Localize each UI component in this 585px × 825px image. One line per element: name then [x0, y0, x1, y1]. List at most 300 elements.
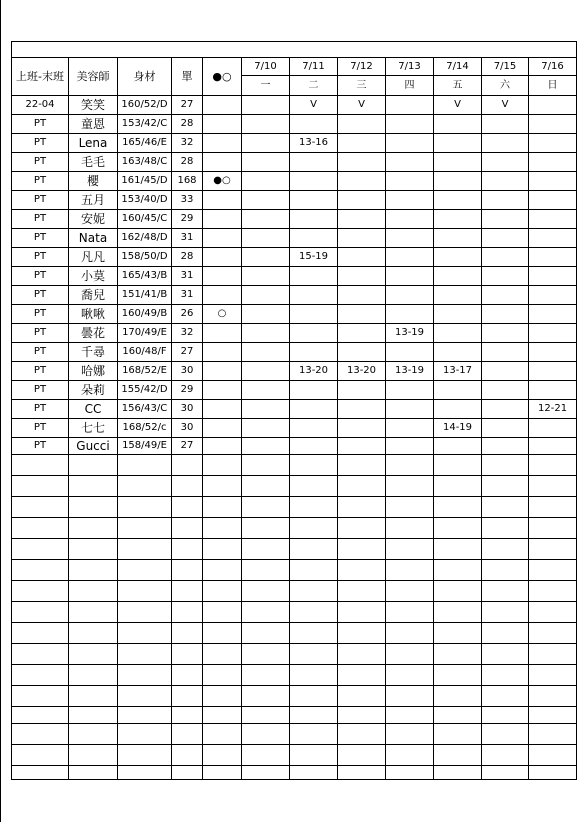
date-cell: 7/11: [290, 58, 338, 76]
header-marks: ●○: [203, 58, 242, 96]
orders-cell: 30: [172, 419, 203, 438]
size-cell: 168/52/E: [118, 362, 172, 381]
empty-row: [12, 665, 577, 686]
shift-cell: PT: [12, 286, 69, 305]
empty-cell: [203, 686, 242, 707]
empty-cell: [12, 497, 69, 518]
schedule-cell: [529, 172, 577, 191]
size-cell: 151/41/B: [118, 286, 172, 305]
schedule-cell: [338, 191, 386, 210]
schedule-cell: [338, 286, 386, 305]
header-size: 身材: [118, 58, 172, 96]
empty-cell: [69, 518, 118, 539]
empty-cell: [242, 560, 290, 581]
schedule-cell: [338, 229, 386, 248]
schedule-cell: [290, 305, 338, 324]
mark-cell: ○: [203, 305, 242, 324]
empty-cell: [434, 518, 482, 539]
empty-row: [12, 686, 577, 707]
empty-cell: [12, 766, 69, 780]
empty-cell: [118, 623, 172, 644]
weekday-cell: 日: [529, 76, 577, 96]
mark-cell: [203, 267, 242, 286]
empty-cell: [338, 644, 386, 665]
empty-cell: [203, 518, 242, 539]
empty-cell: [118, 518, 172, 539]
empty-cell: [12, 724, 69, 745]
empty-cell: [386, 602, 434, 623]
empty-cell: [12, 745, 69, 766]
schedule-cell: [242, 153, 290, 172]
size-cell: 155/42/D: [118, 381, 172, 400]
orders-cell: 31: [172, 267, 203, 286]
schedule-cell: V: [434, 96, 482, 115]
schedule-cell: [386, 305, 434, 324]
stylist-name-cell: Nata: [69, 229, 118, 248]
schedule-cell: [242, 362, 290, 381]
empty-cell: [242, 766, 290, 780]
empty-row: [12, 766, 577, 780]
header-orders: 單: [172, 58, 203, 96]
empty-cell: [69, 539, 118, 560]
empty-cell: [386, 539, 434, 560]
shift-cell: PT: [12, 153, 69, 172]
schedule-cell: [529, 134, 577, 153]
stylist-name-cell: 童恩: [69, 115, 118, 134]
table-row: [12, 305, 577, 324]
schedule-cell: [434, 305, 482, 324]
empty-cell: [203, 724, 242, 745]
stylist-name-cell: 七七: [69, 419, 118, 438]
empty-cell: [172, 518, 203, 539]
shift-cell: PT: [12, 267, 69, 286]
schedule-cell: [529, 286, 577, 305]
schedule-cell: [434, 191, 482, 210]
size-cell: 160/45/C: [118, 210, 172, 229]
empty-cell: [242, 581, 290, 602]
schedule-cell: [338, 248, 386, 267]
empty-cell: [386, 665, 434, 686]
empty-cell: [203, 455, 242, 476]
orders-cell: 30: [172, 400, 203, 419]
empty-cell: [434, 497, 482, 518]
empty-cell: [12, 539, 69, 560]
empty-cell: [12, 518, 69, 539]
schedule-cell: [386, 267, 434, 286]
mark-cell: [203, 191, 242, 210]
schedule-cell: [338, 210, 386, 229]
schedule-cell: [242, 305, 290, 324]
empty-cell: [290, 644, 338, 665]
empty-cell: [338, 602, 386, 623]
table-row: [12, 172, 577, 191]
empty-cell: [118, 766, 172, 780]
schedule-cell: [529, 115, 577, 134]
shift-cell: PT: [12, 229, 69, 248]
empty-cell: [482, 665, 529, 686]
stylist-name-cell: 五月: [69, 191, 118, 210]
mark-cell: [203, 153, 242, 172]
schedule-cell: [290, 191, 338, 210]
empty-cell: [12, 686, 69, 707]
empty-cell: [338, 560, 386, 581]
empty-cell: [482, 455, 529, 476]
empty-cell: [118, 745, 172, 766]
schedule-cell: [290, 438, 338, 455]
orders-cell: 29: [172, 210, 203, 229]
empty-cell: [434, 560, 482, 581]
schedule-cell: [290, 210, 338, 229]
size-cell: 156/43/C: [118, 400, 172, 419]
stylist-name-cell: 千尋: [69, 343, 118, 362]
date-cell: 7/16: [529, 58, 577, 76]
empty-cell: [338, 518, 386, 539]
empty-cell: [172, 745, 203, 766]
empty-cell: [118, 476, 172, 497]
size-cell: 163/48/C: [118, 153, 172, 172]
empty-cell: [434, 745, 482, 766]
empty-cell: [118, 539, 172, 560]
empty-cell: [242, 518, 290, 539]
empty-cell: [338, 497, 386, 518]
weekday-cell: 一: [242, 76, 290, 96]
schedule-cell: [482, 324, 529, 343]
schedule-cell: [529, 191, 577, 210]
empty-cell: [69, 665, 118, 686]
empty-cell: [203, 623, 242, 644]
empty-cell: [203, 665, 242, 686]
stylist-name-cell: Gucci: [69, 438, 118, 455]
orders-cell: 168: [172, 172, 203, 191]
stylist-name-cell: 曇花: [69, 324, 118, 343]
empty-cell: [482, 724, 529, 745]
schedule-cell: [529, 267, 577, 286]
empty-cell: [172, 560, 203, 581]
empty-cell: [482, 497, 529, 518]
empty-cell: [12, 581, 69, 602]
schedule-cell: [290, 286, 338, 305]
schedule-cell: [290, 419, 338, 438]
empty-cell: [172, 644, 203, 665]
empty-cell: [203, 644, 242, 665]
empty-row: [12, 644, 577, 665]
empty-cell: [338, 724, 386, 745]
schedule-cell: [482, 362, 529, 381]
orders-cell: 31: [172, 229, 203, 248]
schedule-cell: 13-20: [338, 362, 386, 381]
empty-cell: [482, 745, 529, 766]
empty-cell: [434, 623, 482, 644]
shift-cell: 22-04: [12, 96, 69, 115]
empty-row: [12, 724, 577, 745]
size-cell: 158/49/E: [118, 438, 172, 455]
schedule-cell: 14-19: [434, 419, 482, 438]
schedule-cell: [386, 210, 434, 229]
schedule-cell: V: [290, 96, 338, 115]
empty-cell: [529, 539, 577, 560]
empty-row: [12, 745, 577, 766]
empty-cell: [529, 581, 577, 602]
orders-cell: 31: [172, 286, 203, 305]
schedule-cell: [338, 134, 386, 153]
schedule-cell: [338, 400, 386, 419]
empty-cell: [386, 623, 434, 644]
empty-cell: [118, 560, 172, 581]
orders-cell: 27: [172, 96, 203, 115]
schedule-cell: [434, 286, 482, 305]
table-row: [12, 115, 577, 134]
schedule-cell: [529, 343, 577, 362]
empty-cell: [386, 560, 434, 581]
table-row: [12, 381, 577, 400]
empty-cell: [290, 539, 338, 560]
empty-cell: [482, 602, 529, 623]
schedule-cell: [482, 400, 529, 419]
empty-cell: [69, 497, 118, 518]
weekday-cell: 二: [290, 76, 338, 96]
empty-cell: [529, 602, 577, 623]
schedule-cell: [482, 267, 529, 286]
empty-cell: [203, 581, 242, 602]
table-row: [12, 343, 577, 362]
empty-cell: [172, 665, 203, 686]
orders-cell: 27: [172, 343, 203, 362]
empty-cell: [482, 560, 529, 581]
schedule-cell: [529, 210, 577, 229]
date-cell: 7/14: [434, 58, 482, 76]
empty-cell: [203, 766, 242, 780]
empty-cell: [242, 539, 290, 560]
empty-cell: [290, 745, 338, 766]
mark-cell: [203, 381, 242, 400]
schedule-cell: 15-19: [290, 248, 338, 267]
schedule-cell: [529, 362, 577, 381]
empty-cell: [242, 497, 290, 518]
schedule-cell: [434, 400, 482, 419]
date-header-row: [12, 58, 577, 76]
schedule-cell: [386, 96, 434, 115]
schedule-cell: [242, 438, 290, 455]
stylist-name-cell: Lena: [69, 134, 118, 153]
table-row: [12, 400, 577, 419]
empty-cell: [386, 644, 434, 665]
mark-cell: [203, 324, 242, 343]
schedule-cell: [386, 191, 434, 210]
empty-cell: [386, 707, 434, 724]
empty-row: [12, 707, 577, 724]
empty-row: [12, 518, 577, 539]
empty-cell: [118, 455, 172, 476]
empty-cell: [242, 745, 290, 766]
shift-cell: PT: [12, 210, 69, 229]
schedule-cell: [242, 96, 290, 115]
schedule-cell: [434, 343, 482, 362]
empty-cell: [69, 745, 118, 766]
empty-cell: [529, 766, 577, 780]
empty-cell: [203, 539, 242, 560]
stylist-name-cell: 毛毛: [69, 153, 118, 172]
empty-cell: [172, 455, 203, 476]
date-cell: 7/13: [386, 58, 434, 76]
table-row: [12, 96, 577, 115]
schedule-cell: [338, 343, 386, 362]
schedule-cell: [290, 115, 338, 134]
table-row: [12, 153, 577, 172]
empty-cell: [434, 686, 482, 707]
size-cell: 153/42/C: [118, 115, 172, 134]
weekday-cell: 三: [338, 76, 386, 96]
empty-cell: [529, 455, 577, 476]
table-row: [12, 248, 577, 267]
title-cell: [12, 42, 577, 58]
schedule-cell: [242, 286, 290, 305]
empty-row: [12, 560, 577, 581]
schedule-cell: [290, 381, 338, 400]
schedule-cell: [290, 400, 338, 419]
empty-cell: [69, 476, 118, 497]
empty-cell: [338, 581, 386, 602]
schedule-cell: [386, 229, 434, 248]
schedule-cell: [482, 115, 529, 134]
schedule-cell: [434, 248, 482, 267]
schedule-cell: [242, 134, 290, 153]
empty-cell: [290, 455, 338, 476]
schedule-cell: [482, 153, 529, 172]
schedule-cell: [482, 191, 529, 210]
shift-cell: PT: [12, 362, 69, 381]
table-row: [12, 362, 577, 381]
empty-cell: [482, 766, 529, 780]
shift-cell: PT: [12, 381, 69, 400]
schedule-cell: [482, 286, 529, 305]
shift-cell: PT: [12, 324, 69, 343]
empty-cell: [529, 724, 577, 745]
size-cell: 160/48/F: [118, 343, 172, 362]
schedule-cell: 12-21: [529, 400, 577, 419]
empty-cell: [386, 686, 434, 707]
size-cell: 170/49/E: [118, 324, 172, 343]
empty-cell: [290, 497, 338, 518]
empty-cell: [69, 766, 118, 780]
stylist-name-cell: 小莫: [69, 267, 118, 286]
empty-cell: [482, 686, 529, 707]
empty-cell: [529, 623, 577, 644]
schedule-cell: [529, 381, 577, 400]
empty-cell: [203, 707, 242, 724]
empty-cell: [434, 644, 482, 665]
orders-cell: 32: [172, 134, 203, 153]
empty-cell: [118, 497, 172, 518]
empty-cell: [69, 644, 118, 665]
empty-cell: [290, 766, 338, 780]
empty-cell: [482, 518, 529, 539]
empty-cell: [482, 539, 529, 560]
schedule-cell: [338, 324, 386, 343]
schedule-cell: [434, 324, 482, 343]
schedule-cell: [386, 153, 434, 172]
empty-cell: [386, 518, 434, 539]
stylist-name-cell: 櫻: [69, 172, 118, 191]
table-row: [12, 286, 577, 305]
schedule-cell: [290, 153, 338, 172]
mark-cell: [203, 210, 242, 229]
schedule-cell: [290, 229, 338, 248]
empty-cell: [172, 707, 203, 724]
schedule-cell: [482, 134, 529, 153]
empty-cell: [69, 707, 118, 724]
empty-cell: [290, 476, 338, 497]
schedule-cell: [434, 153, 482, 172]
empty-cell: [69, 581, 118, 602]
table-row: [12, 267, 577, 286]
empty-cell: [529, 476, 577, 497]
stylist-name-cell: 安妮: [69, 210, 118, 229]
empty-cell: [172, 724, 203, 745]
empty-cell: [172, 686, 203, 707]
empty-cell: [529, 560, 577, 581]
schedule-cell: [482, 172, 529, 191]
schedule-cell: [338, 115, 386, 134]
empty-cell: [529, 745, 577, 766]
empty-cell: [69, 686, 118, 707]
schedule-cell: [434, 381, 482, 400]
schedule-cell: [338, 438, 386, 455]
schedule-cell: [386, 419, 434, 438]
empty-cell: [242, 644, 290, 665]
empty-cell: [338, 665, 386, 686]
stylist-name-cell: 笑笑: [69, 96, 118, 115]
schedule-cell: [386, 248, 434, 267]
schedule-cell: [529, 153, 577, 172]
shift-cell: PT: [12, 134, 69, 153]
empty-cell: [529, 665, 577, 686]
mark-cell: [203, 248, 242, 267]
empty-cell: [242, 724, 290, 745]
weekday-cell: 六: [482, 76, 529, 96]
shift-cell: PT: [12, 305, 69, 324]
empty-cell: [118, 644, 172, 665]
empty-cell: [290, 707, 338, 724]
shift-cell: PT: [12, 172, 69, 191]
empty-cell: [529, 707, 577, 724]
empty-cell: [338, 455, 386, 476]
schedule-cell: [242, 229, 290, 248]
empty-cell: [118, 665, 172, 686]
schedule-cell: V: [338, 96, 386, 115]
schedule-cell: 13-16: [290, 134, 338, 153]
schedule-cell: [386, 172, 434, 191]
orders-cell: 33: [172, 191, 203, 210]
empty-cell: [69, 724, 118, 745]
weekday-cell: 五: [434, 76, 482, 96]
empty-cell: [338, 707, 386, 724]
schedule-cell: [529, 324, 577, 343]
empty-cell: [290, 518, 338, 539]
empty-cell: [482, 623, 529, 644]
orders-cell: 29: [172, 381, 203, 400]
empty-cell: [386, 581, 434, 602]
empty-cell: [338, 539, 386, 560]
schedule-cell: [482, 381, 529, 400]
empty-row: [12, 539, 577, 560]
schedule-cell: [482, 248, 529, 267]
empty-cell: [203, 476, 242, 497]
schedule-cell: [482, 438, 529, 455]
empty-cell: [529, 644, 577, 665]
table-row: [12, 324, 577, 343]
stylist-name-cell: CC: [69, 400, 118, 419]
schedule-cell: [242, 210, 290, 229]
